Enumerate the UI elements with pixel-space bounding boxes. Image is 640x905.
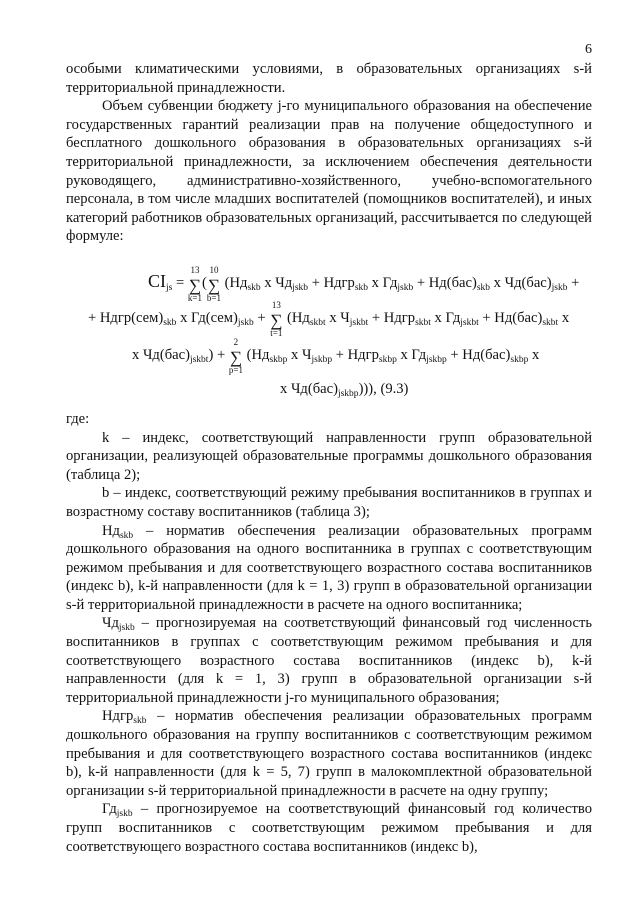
definition-nd: $Нд_{skb}$ – норматив обеспечения реализации образовательных программ дошкольного образования на одного воспитанника в группах с соответствующим режимом пребывания и для соответствующего возрастного состава воспитанников (индекс b), k-й направленности (для k = 1, 3) групп в образовательной организации s-й территориальной принадлежности в расчете на одного воспитанника; [66,522,592,613]
sum-k-symbol: ∑ 13 k=1 [187,264,202,303]
symbol-gd: $Гд_{jskb}$ [102,801,133,820]
formula-lhs: $CI_{js}$ [148,270,173,293]
sum-t-symbol: ∑ 13 t=1 [270,299,283,338]
intro-continuation: особыми климатическими условиями, в образовательных организациях s-й территориальной принадлежности. [66,61,592,96]
definition-k: k – индекс, соответствующий направленности групп образовательной организации, реализующей образовательные программы дошкольного образования (таблица 2); [66,429,592,483]
formula-line-4: x $Чд(бас)_{jskbp}$))), (9.3) [280,380,409,399]
formula-line-1: $CI_{js}$ = ∑ 13 k=1 (∑ 10 b=1 ($Нд_{skb}$ x $Чд_{jskb}$ + Ндгр$_{skb}$ x $Гд_{jskb} + Нд(бас)_{skb}$ x $Чд(бас)_{jskb}$ + [148,264,580,303]
where-label: где: [66,410,90,427]
definition-b: b – индекс, соответствующий режиму пребывания воспитанников в группах и возрастному составу воспитанников (таблица 3); [66,485,592,520]
definition-ndgr: Ндгр$_{skb}$ – норматив обеспечения реализации образовательных программ дошкольного образования на группу воспитанников с соответствующим режимом пребывания и для соответствующего возрастного состава воспитанников (индекс b), k-й направленности (для k = 5, 7) групп в малокомплектной образовательной организации s-й территориальной принадлежности в расчете на одну группу; [66,708,592,799]
formula-number: (9.3) [380,380,409,397]
definition-gd: $Гд_{jskb}$ – прогнозируемое на соответствующий финансовый год количество групп воспитанников с соответствующим режимом пребывания и для соответствующего возрастного состава воспитанников (индекс b), [66,801,592,855]
symbol-nd: $Нд_{skb}$ [102,522,134,541]
definition-chd: $Чд_{jskb}$ – прогнозируемая на соответствующий финансовый год численность воспитанников в группах с соответствующим режимом пребывания и для соответствующего возрастного состава воспитанников (индекс b), k-й направленности (для k = 1, 3) групп в образовательной организации s-й территориальной принадлежности j-го муниципального образования; [66,615,592,706]
formula-line-3: x $Чд(бас)_{jskbt}$) + ∑ 2 p=1 ($Нд_{skbp}$ x $Ч_{jskbp}$ + Ндгр$_{skbp}$ x $Гд_{jskbp} + Нд(бас)_{skbp}$ x [132,336,540,375]
page-number: 6 [585,42,592,57]
symbol-chd: $Чд_{jskb}$ [102,615,135,634]
formula-line-2: + $Ндгр(сем)_{skb}$ x $Гд(сем)_{jskb}$ + ∑ 13 t=1 ($Нд_{skbt}$ x $Ч_{jskbt}$ + Ндгр$_{skbt}$ x $Гд_{jskbt} + Нд(бас)_{skbt}$ x [88,299,570,338]
sum-p-symbol: ∑ 2 p=1 [228,336,243,375]
document-body [66,60,592,856]
symbol-ndgr: Ндгр$_{skb}$ [102,708,147,727]
formula-9-3 [66,252,592,399]
main-paragraph: Объем субвенции бюджету j-го муниципального образования на обеспечение государственных гарантий реализации прав на получение общедоступного и бесплатного дошкольного образования в образовательных организациях s-й территориальной принадлежности, за исключением обеспечения деятельности руководящего, административно-хозяйственного, учебно-вспомогательного персонала, в том числе младших воспитателей (помощников воспитателей), и иных категорий работников образовательных организаций, рассчитывается по следующей формуле: [66,98,592,245]
sum-b-symbol: ∑ 10 b=1 [206,264,221,303]
